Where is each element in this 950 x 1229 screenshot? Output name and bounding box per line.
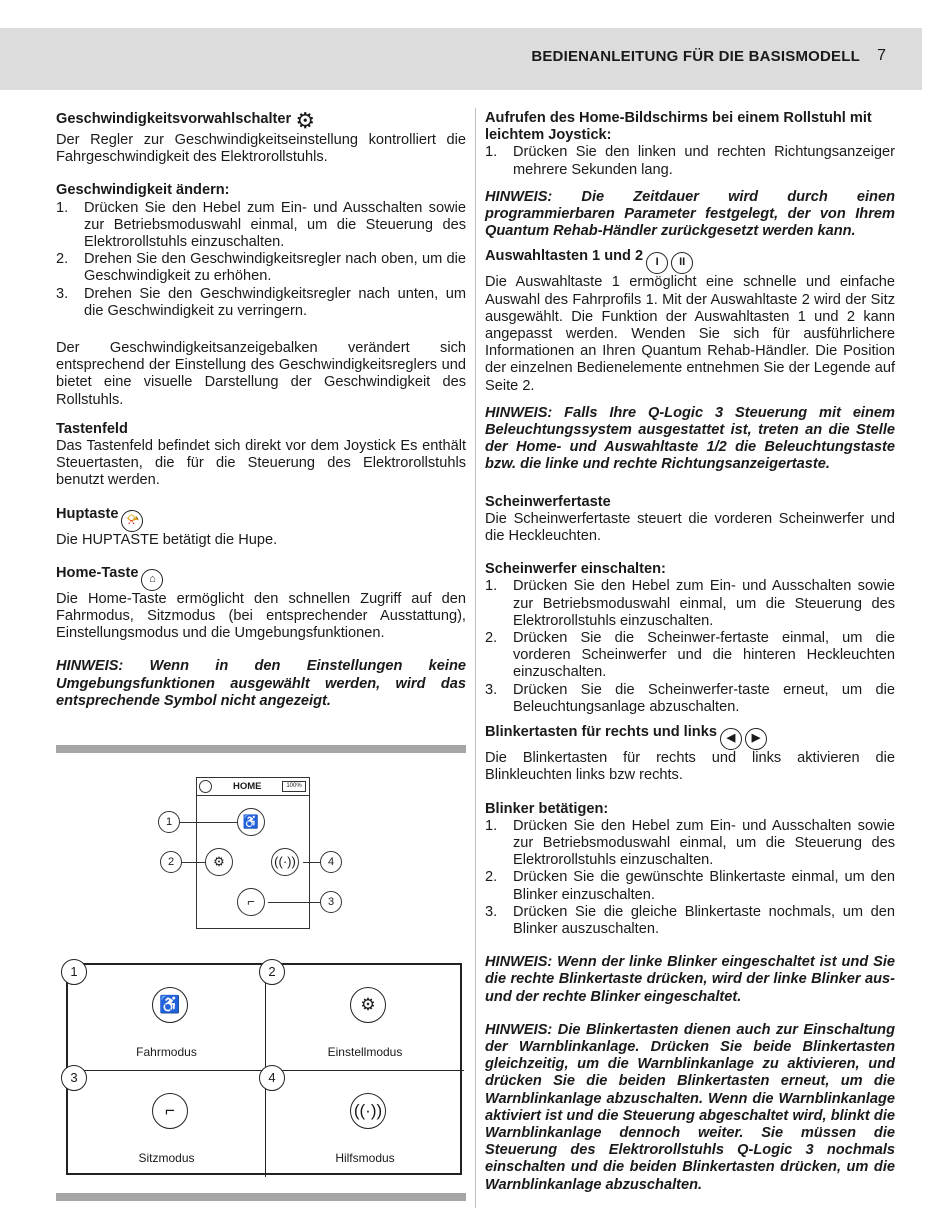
note-environment: HINWEIS: Wenn in den Einstellungen keine Umgebungsfunktionen ausgewählt werden, wird das entsprechende Symbol nicht angezeigt. <box>56 658 466 709</box>
mode-number: 1 <box>61 959 87 985</box>
leader-line <box>303 862 321 863</box>
mode-cell-seat <box>68 1071 266 1177</box>
mode-cell-auxiliary <box>266 1071 464 1177</box>
column-divider <box>475 108 476 1208</box>
indicator-use-steps <box>485 818 895 938</box>
select-keys-heading: Auswahltasten 1 und 2 I II <box>485 248 895 274</box>
right-arrow-icon: ▶ <box>745 728 767 750</box>
mode-number: 4 <box>259 1065 285 1091</box>
header-title: BEDIENANLEITUNG FÜR DIE BASISMODELL <box>531 48 860 65</box>
list-item: 1. Drücken Sie den Hebel zum Ein- und Ausschalten sowie zur Betriebsmoduswahl einmal, um die Steuerung des Elektrorollstuhls einzuschalten. <box>485 817 895 869</box>
change-speed-steps <box>56 200 466 320</box>
wheelchair-icon: ♿ <box>237 808 265 836</box>
mode-grid <box>66 963 462 1175</box>
figure-top-rule <box>56 745 466 753</box>
select-keys-text: Die Auswahltaste 1 ermöglicht eine schnelle und einfache Auswahl des Fahrprofils 1. Mit der Auswahltaste 2 wird der Sitz ausgewählt. Die Funktion der Auswahltasten 1 und 2 kann angepasst werden. Wenden Sie sich für ausführlichere Informationen an Ihren Quantum Rehab-Händler. Die Position der einzelnen Bedienelemente entnehmen Sie der Legende auf Seite 2. <box>485 274 895 394</box>
headlight-heading: Scheinwerfertaste <box>485 493 611 510</box>
callout-2: 2 <box>160 851 182 873</box>
mode-number: 3 <box>61 1065 87 1091</box>
mode-label: Hilfsmodus <box>335 1151 395 1165</box>
gear-icon: ⚙ <box>205 848 233 876</box>
screen-title: HOME <box>233 781 262 792</box>
list-item: 1. Drücken Sie den linken und rechten Richtungsanzeiger mehrere Sekunden lang. <box>485 144 895 178</box>
mode-number: 2 <box>259 959 285 985</box>
list-item: 2. Drücken Sie die Scheinwer-fertaste einmal, um die vorderen Scheinwerfer und die hinteren Heckleuchten einzuschalten. <box>485 630 895 681</box>
leader-line <box>182 862 206 863</box>
list-item: 2. Drehen Sie den Geschwindigkeitsregler nach oben, um die Geschwindigkeit zu erhöhen. <box>56 251 466 285</box>
seat-icon: ⌐ <box>237 888 265 916</box>
keypad-text: Das Tastenfeld befindet sich direkt vor dem Joystick Es enthält Steuertasten, die für die Steuerung des Elektrorollstuhls benutzt werden. <box>56 438 466 489</box>
wheelchair-icon: ♿ <box>152 987 188 1023</box>
note-indicator-switch: HINWEIS: Wenn der linke Blinker eingeschaltet ist und Sie die rechte Blinkertaste drücken, wird der linke Blinker aus- und der rechte Blinker eingeschaltet. <box>485 954 895 1005</box>
page-number: 7 <box>877 47 886 64</box>
indicators-heading: Blinkertasten für rechts und links ◀ ▶ <box>485 724 895 750</box>
headlight-on-heading: Scheinwerfer einschalten: <box>485 561 666 578</box>
change-speed-heading: Geschwindigkeit ändern: <box>56 182 230 199</box>
mode-cell-settings <box>266 965 464 1071</box>
page-header <box>0 28 922 90</box>
indicator-use-heading: Blinker betätigen: <box>485 800 609 817</box>
note-lighting: HINWEIS: Falls Ihre Q-Logic 3 Steuerung mit einem Beleuchtungssystem ausgestattet ist, treten an die Stelle der Home- und Auswahltaste 1/2 die Beleuchtungstaste bzw. die linke und rechte Richtungsanzeigertaste. <box>485 404 895 473</box>
home-screen-steps <box>485 144 895 178</box>
headlight-text: Die Scheinwerfertaste steuert die vorderen Scheinwerfer und die Heckleuchten. <box>485 510 895 545</box>
headlight-on-steps <box>485 578 895 716</box>
screen-top-bar <box>197 778 309 796</box>
mode-cell-drive <box>68 965 266 1071</box>
leader-line <box>268 902 320 903</box>
gear-icon: ⚙ <box>295 108 316 133</box>
wireless-icon: ((·)) <box>350 1093 386 1129</box>
callout-3: 3 <box>320 891 342 913</box>
home-screen-heading: Aufrufen des Home-Bildschirms bei einem Rollstuhl mit leichtem Joystick: <box>485 110 872 144</box>
right-column <box>485 110 895 1194</box>
list-item: 3. Drücken Sie die Scheinwerfer-taste erneut, um die Beleuchtungsanlage abzuschalten. <box>485 681 895 715</box>
mode-label: Einstellmodus <box>327 1045 403 1059</box>
note-time: HINWEIS: Die Zeitdauer wird durch einen programmierbaren Parameter festgelegt, der von Ihrem Quantum Rehab-Händler zurückgesetzt werden kann. <box>485 188 895 240</box>
indicators-text: Die Blinkertasten für rechts und links aktivieren die Blinkleuchten links bzw rechts. <box>485 750 895 784</box>
select-1-icon: I <box>646 252 668 274</box>
home-text: Die Home-Taste ermöglicht den schnellen Zugriff auf den Fahrmodus, Sitzmodus (bei entsprechender Ausstattung), Einstellungsmodus und die Umgebungsfunktionen. <box>56 590 466 642</box>
list-item: 1. Drücken Sie den Hebel zum Ein- und Ausschalten sowie zur Betriebsmoduswahl einmal, um die Steuerung des Elektrorollstuhls einzuschalten. <box>56 199 466 251</box>
left-column <box>56 110 466 710</box>
list-item: 3. Drücken Sie die gleiche Blinkertaste nochmals, um den Blinker auszuschalten. <box>485 903 895 937</box>
leader-line <box>180 822 238 823</box>
battery-indicator: 100% <box>282 781 306 792</box>
keypad-heading: Tastenfeld <box>56 420 128 437</box>
speed-bar-text: Der Geschwindigkeitsanzeigebalken verändert sich entsprechend der Einstellung des Geschwindigkeitsreglers und bietet eine visuelle Darstellung der Geschwindigkeit des Rollstuhls. <box>56 340 466 408</box>
list-item: 3. Drehen Sie den Geschwindigkeitsregler nach unten, um die Geschwindigkeit zu verringern. <box>56 285 466 319</box>
screen-status-icon <box>199 780 212 793</box>
horn-text: Die HUPTASTE betätigt die Hupe. <box>56 531 278 548</box>
speed-selector-heading: Geschwindigkeitsvorwahlschalter ⚙ <box>56 108 316 133</box>
gear-icon: ⚙ <box>350 987 386 1023</box>
figure-bottom-rule <box>56 1193 466 1201</box>
mode-label: Sitzmodus <box>138 1151 195 1165</box>
horn-icon: 📯 <box>121 510 143 532</box>
select-2-icon: II <box>671 252 693 274</box>
speed-selector-text: Der Regler zur Geschwindigkeitseinstellung kontrolliert die Fahrgeschwindigkeit des Elektrorollstuhls. <box>56 132 466 166</box>
list-item: 2. Drücken Sie die gewünschte Blinkertaste einmal, um den Blinker einzuschalten. <box>485 869 895 903</box>
note-hazard: HINWEIS: Die Blinkertasten dienen auch zur Einschaltung der Warnblinkanlage. Drücken Sie beide Blinkertasten gleichzeitig, um die Warnblinkanlage zu aktivieren, und drücken Sie die beiden Blinkertasten erneut, um die Warnblinkanlage abzuschalten. Wenn die Warnblinkanlage aktiviert ist und die Steuerung abgeschaltet wird, blinkt die Warnblinkanlage dennoch weiter. Sie müssen die Steuerung des Elektrorollstuhls Q-Logic 3 nochmals einschalten und die beiden Blinkertasten drücken, um die Warnblinkanlage abzuschalten. <box>485 1021 895 1193</box>
left-arrow-icon: ◀ <box>720 728 742 750</box>
mode-label: Fahrmodus <box>136 1045 197 1059</box>
callout-4: 4 <box>320 851 342 873</box>
wireless-icon: ((·)) <box>271 848 299 876</box>
home-icon: ⌂ <box>141 569 163 591</box>
home-screen <box>196 777 310 929</box>
horn-heading: Huptaste 📯 <box>56 506 466 532</box>
callout-1: 1 <box>158 811 180 833</box>
home-heading: Home-Taste ⌂ <box>56 565 466 591</box>
seat-icon: ⌐ <box>152 1093 188 1129</box>
home-screen-diagram <box>158 775 348 935</box>
list-item: 1. Drücken Sie den Hebel zum Ein- und Ausschalten sowie zur Betriebsmoduswahl einmal, um die Steuerung des Elektrorollstuhls einzuschalten. <box>485 578 895 629</box>
